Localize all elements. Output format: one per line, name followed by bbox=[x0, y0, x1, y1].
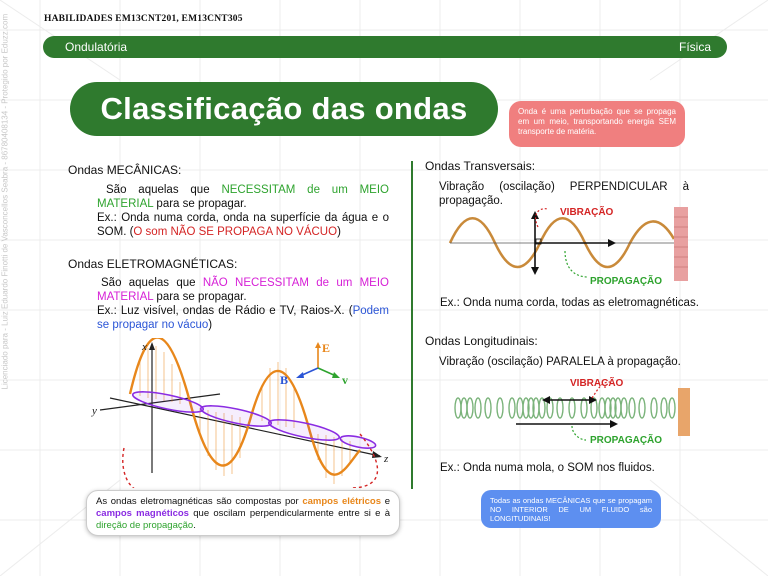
triad-v-label: v bbox=[342, 373, 348, 387]
longitudinal-description: Vibração (oscilação) PARALELA à propagação. bbox=[439, 356, 681, 368]
page-title: Classificação das ondas bbox=[70, 82, 498, 136]
mechanical-example-highlight: O som NÃO SE PROPAGA NO VÁCUO bbox=[133, 226, 338, 238]
license-watermark: Licenciado para - Luiz Eduardo Finotti de Vasconcellos Seabra - 86780408134 - Protegido por Eduzz.com bbox=[0, 13, 10, 390]
mechanical-example-a: Ex.: Onda numa corda, onda na superfície da água e o SOM. ( bbox=[97, 212, 389, 238]
long-wall-icon bbox=[678, 388, 690, 436]
z-axis-line bbox=[110, 398, 380, 456]
transversal-heading: Ondas Transversais: bbox=[425, 159, 536, 173]
transversal-example: Ex.: Onda numa corda, todas as eletromagnéticas. bbox=[440, 297, 699, 309]
longitudinal-vibracao-label: VIBRAÇÃO bbox=[570, 378, 624, 389]
column-divider bbox=[411, 161, 413, 489]
em-def-a: São aquelas que bbox=[101, 277, 203, 289]
longitudinal-example: Ex.: Onda numa mola, o SOM nos fluidos. bbox=[440, 462, 655, 474]
em-def-c: para se propagar. bbox=[153, 291, 247, 303]
top-bar bbox=[43, 36, 727, 58]
mechanical-def-c: para se propagar. bbox=[153, 198, 247, 210]
axis-x-label: x bbox=[142, 341, 147, 353]
longitudinal-note-box: Todas as ondas MECÂNICAS que se propagam NO INTERIOR DE UM FLUIDO são LONGITUDINAIS! bbox=[481, 490, 661, 528]
electromagnetic-definition bbox=[97, 276, 389, 332]
em-note-magnetic: campos magnéticos bbox=[96, 508, 189, 519]
em-note-electric: campos elétricos bbox=[302, 496, 382, 507]
transversal-description: Vibração (oscilação) PERPENDICULAR à propagação. bbox=[439, 181, 689, 207]
subject-label: Ondulatória bbox=[65, 40, 128, 54]
em-note-g: . bbox=[193, 520, 196, 531]
em-note-a: As ondas eletromagnéticas são compostas por bbox=[96, 496, 303, 507]
em-example-c: ) bbox=[208, 319, 213, 331]
transversal-propagacao-label: PROPAGAÇÃO bbox=[590, 276, 663, 287]
em-note-c: e bbox=[381, 496, 390, 507]
field-triad-diagram bbox=[272, 338, 362, 388]
habilidades-header: HABILIDADES EM13CNT201, EM13CNT305 bbox=[44, 14, 243, 24]
em-note-e: que oscilam perpendicularmente entre si e à bbox=[188, 508, 391, 519]
axis-z-label: z bbox=[384, 453, 389, 465]
long-propagacao-pointer bbox=[572, 426, 586, 440]
wave-definition-box: Onda é uma perturbação que se propaga em um meio, transportando energia SEM transporte de matéria. bbox=[509, 101, 685, 147]
em-note-box bbox=[86, 490, 400, 536]
em-example-a: Ex.: Luz visível, ondas de Rádio e TV, Raios-X. ( bbox=[97, 305, 353, 317]
mechanical-def-a: São aquelas que bbox=[106, 184, 222, 196]
triad-b-label: B bbox=[280, 373, 289, 387]
mechanical-heading: Ondas MECÂNICAS: bbox=[68, 163, 182, 177]
mechanical-definition bbox=[97, 183, 389, 239]
em-def-highlight: NÃO NECESSITAM de um MEIO MATERIAL bbox=[97, 277, 389, 303]
propagacao-pointer bbox=[565, 251, 588, 277]
longitudinal-heading: Ondas Longitudinais: bbox=[425, 334, 538, 348]
longitudinal-propagacao-label: PROPAGAÇÃO bbox=[590, 435, 663, 446]
spring-coils bbox=[455, 398, 675, 418]
em-example-highlight: Podem se propagar no vácuo bbox=[97, 305, 389, 331]
triad-e-label: E bbox=[322, 341, 331, 355]
mechanical-example-c: ) bbox=[337, 226, 341, 238]
annotation-arrow-left bbox=[123, 448, 150, 488]
axis-y-label: y bbox=[92, 405, 97, 417]
electromagnetic-heading: Ondas ELETROMAGNÉTICAS: bbox=[68, 257, 238, 271]
magnetic-field-wave bbox=[131, 388, 376, 451]
mechanical-def-highlight: NECESSITAM de um MEIO MATERIAL bbox=[97, 184, 389, 210]
discipline-label: Física bbox=[678, 40, 711, 54]
wall-icon bbox=[674, 207, 688, 281]
transversal-vibracao-label: VIBRAÇÃO bbox=[560, 207, 614, 218]
em-note-direction: direção de propagação bbox=[96, 520, 194, 531]
